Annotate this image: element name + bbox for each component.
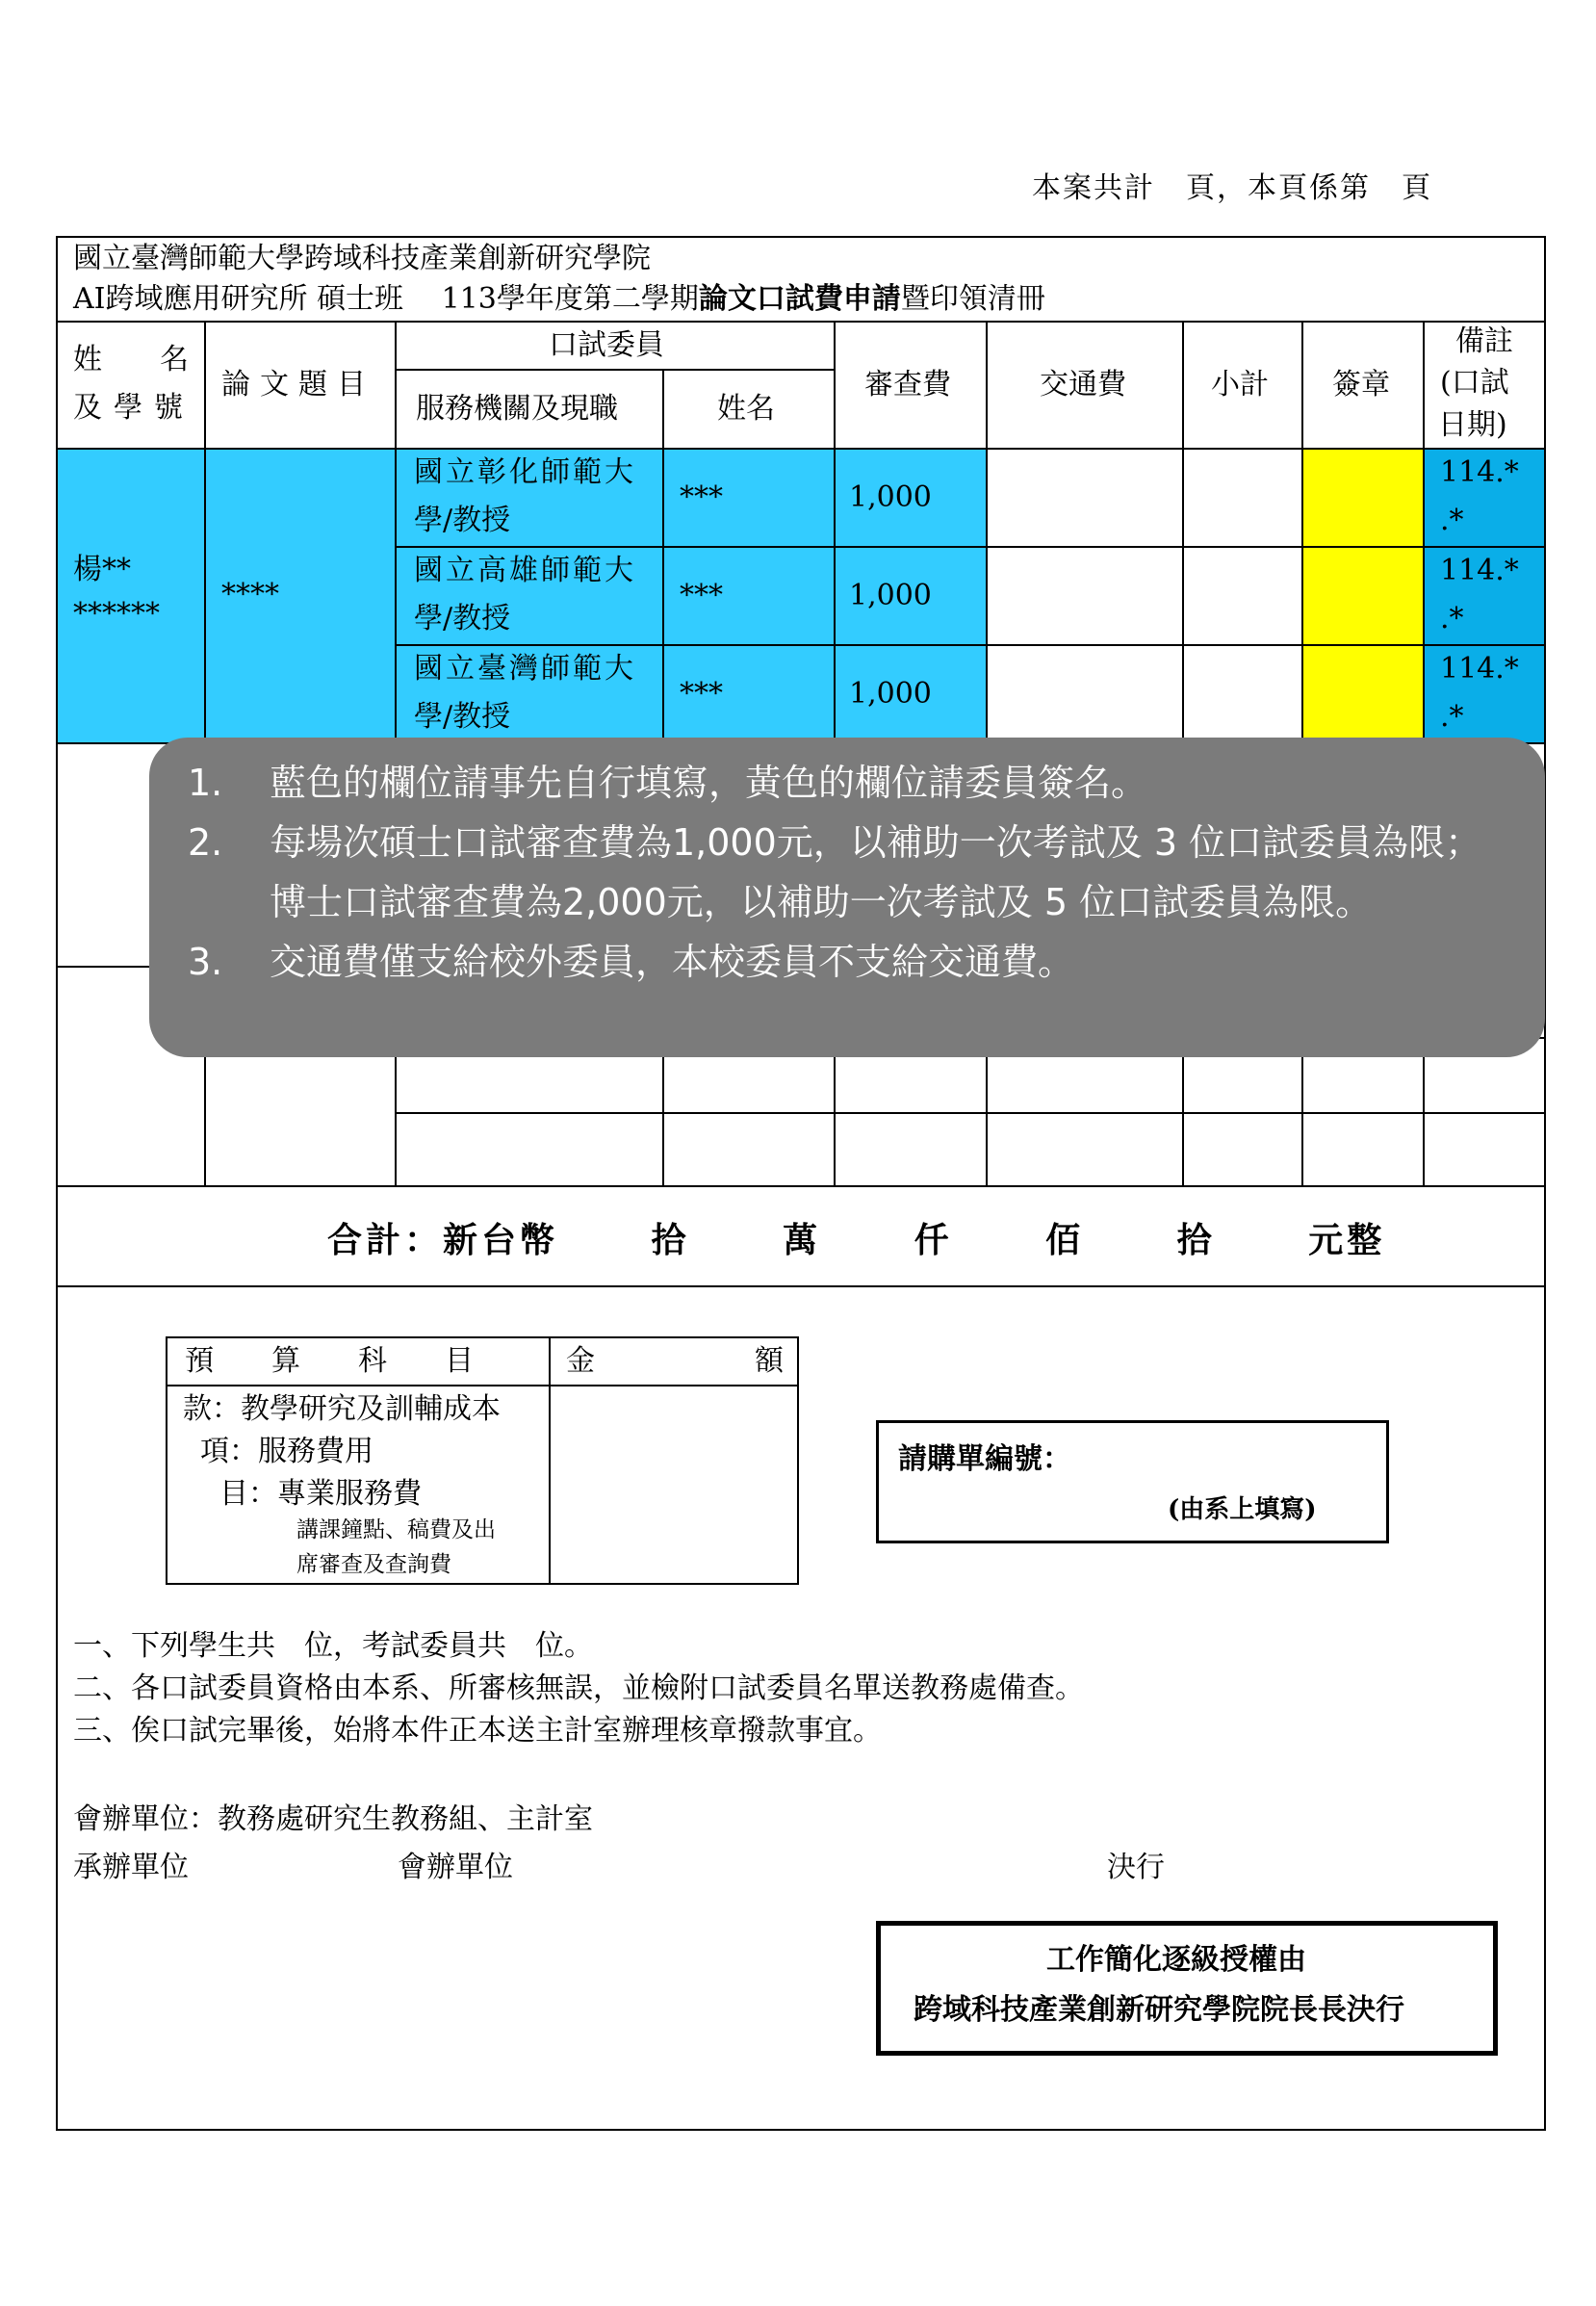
student-id-header: 及學號 — [73, 391, 194, 425]
budget-amount-header: 金 — [566, 1344, 595, 1378]
budget-line: 目：專業服務費 — [219, 1477, 422, 1511]
budget-table — [166, 1336, 799, 1585]
committee-org-title: 學/教授 — [414, 504, 511, 537]
instruction-item: 2. 每場次碩士口試審查費為1,000元，以補助一次考試及 3 位口試委員為限；博士口試審查費為2,000元，以補助一次考試及 5 位口試委員為限。 — [188, 821, 1482, 923]
co-units: 會辦單位：教務處研究生教務組、主計室 — [73, 1802, 593, 1836]
committee-header: 口試委員 — [549, 328, 664, 362]
exam-date-cont: .* — [1440, 602, 1464, 635]
org-header: 服務機關及現職 — [416, 392, 618, 426]
committee-org: 國立高雄師範大 — [414, 554, 636, 587]
committee-name: *** — [680, 677, 723, 711]
remark-header: 備註 — [1455, 324, 1513, 358]
authorization-line: 工作簡化逐級授權由 — [1046, 1943, 1306, 1977]
committee-org: 國立彰化師範大 — [414, 455, 636, 489]
transport-header: 交通費 — [1040, 368, 1126, 402]
purchase-request-label: 請購單編號： — [898, 1442, 1071, 1476]
exam-date: 114.* — [1440, 455, 1519, 489]
decision-label: 決行 — [1107, 1851, 1165, 1884]
thesis-title: **** — [221, 578, 279, 611]
name-header: 姓 名 — [73, 343, 189, 376]
review-fee: 1,000 — [849, 579, 932, 612]
footer-note: 二、各口試委員資格由本系、所審核無誤，並檢附口試委員名單送教務處備查。 — [73, 1671, 1084, 1705]
signature-fill — [1303, 450, 1425, 742]
exam-date: 114.* — [1440, 652, 1519, 686]
review-fee: 1,000 — [849, 480, 932, 514]
student-name: 楊** — [73, 553, 131, 586]
exam-date-cont: .* — [1440, 504, 1464, 537]
footer-note: 一、下列學生共 位，考試委員共 位。 — [73, 1629, 593, 1663]
student-id: ****** — [73, 597, 160, 631]
budget-line: 款：教學研究及訓輔成本 — [183, 1392, 501, 1426]
committee-org: 國立臺灣師範大 — [414, 652, 636, 686]
footer-note: 三、俟口試完畢後，始將本件正本送主計室辦理核章撥款事宜。 — [73, 1714, 882, 1748]
authorization-box — [876, 1921, 1498, 2056]
committee-org-title: 學/教授 — [414, 700, 511, 734]
total-amount: 合計：新台幣 拾 萬 仟 佰 拾 元整 — [327, 1220, 1386, 1260]
committee-name: *** — [680, 579, 723, 612]
budget-line: 席審查及查詢費 — [296, 1552, 451, 1577]
budget-amount-header-2: 額 — [755, 1344, 784, 1378]
committee-name: *** — [680, 480, 723, 514]
remark-header-sub: (口試 — [1440, 366, 1509, 400]
form-title: AI跨域應用研究所 碩士班 113學年度第二學期論文口試費申請暨印領清冊 — [73, 282, 1045, 316]
instruction-note — [149, 738, 1545, 1057]
subtotal-header: 小計 — [1211, 368, 1269, 402]
budget-line: 講課鐘點、稿費及出 — [296, 1517, 496, 1542]
page-count: 本案共計 頁，本頁係第 頁 — [1032, 171, 1432, 205]
co-unit-label: 會辦單位 — [398, 1851, 513, 1884]
instruction-item: 1. 藍色的欄位請事先自行填寫，黃色的欄位請委員簽名。 — [188, 762, 1148, 804]
thesis-header: 論文題目 — [221, 368, 375, 402]
signature-header: 簽章 — [1332, 368, 1390, 402]
exam-date-cont: .* — [1440, 700, 1464, 734]
handler-unit-label: 承辦單位 — [73, 1851, 189, 1884]
exam-date: 114.* — [1440, 554, 1519, 587]
committee-org-title: 學/教授 — [414, 602, 511, 635]
review-fee-header: 審查費 — [864, 368, 951, 402]
institute-title: 國立臺灣師範大學跨域科技產業創新研究學院 — [73, 242, 651, 275]
remark-header-sub2: 日期) — [1438, 408, 1507, 442]
authorization-line: 跨域科技產業創新研究學院院長長決行 — [914, 1993, 1404, 2027]
purchase-request-hint: (由系上填寫) — [1168, 1495, 1317, 1524]
member-name-header: 姓名 — [717, 392, 775, 426]
instruction-item: 3. 交通費僅支給校外委員，本校委員不支給交通費。 — [188, 941, 1075, 983]
budget-subject-header: 預 算 科 目 — [185, 1344, 474, 1378]
purchase-request-box — [876, 1420, 1389, 1543]
review-fee: 1,000 — [849, 677, 932, 711]
budget-line: 項：服務費用 — [200, 1435, 373, 1468]
